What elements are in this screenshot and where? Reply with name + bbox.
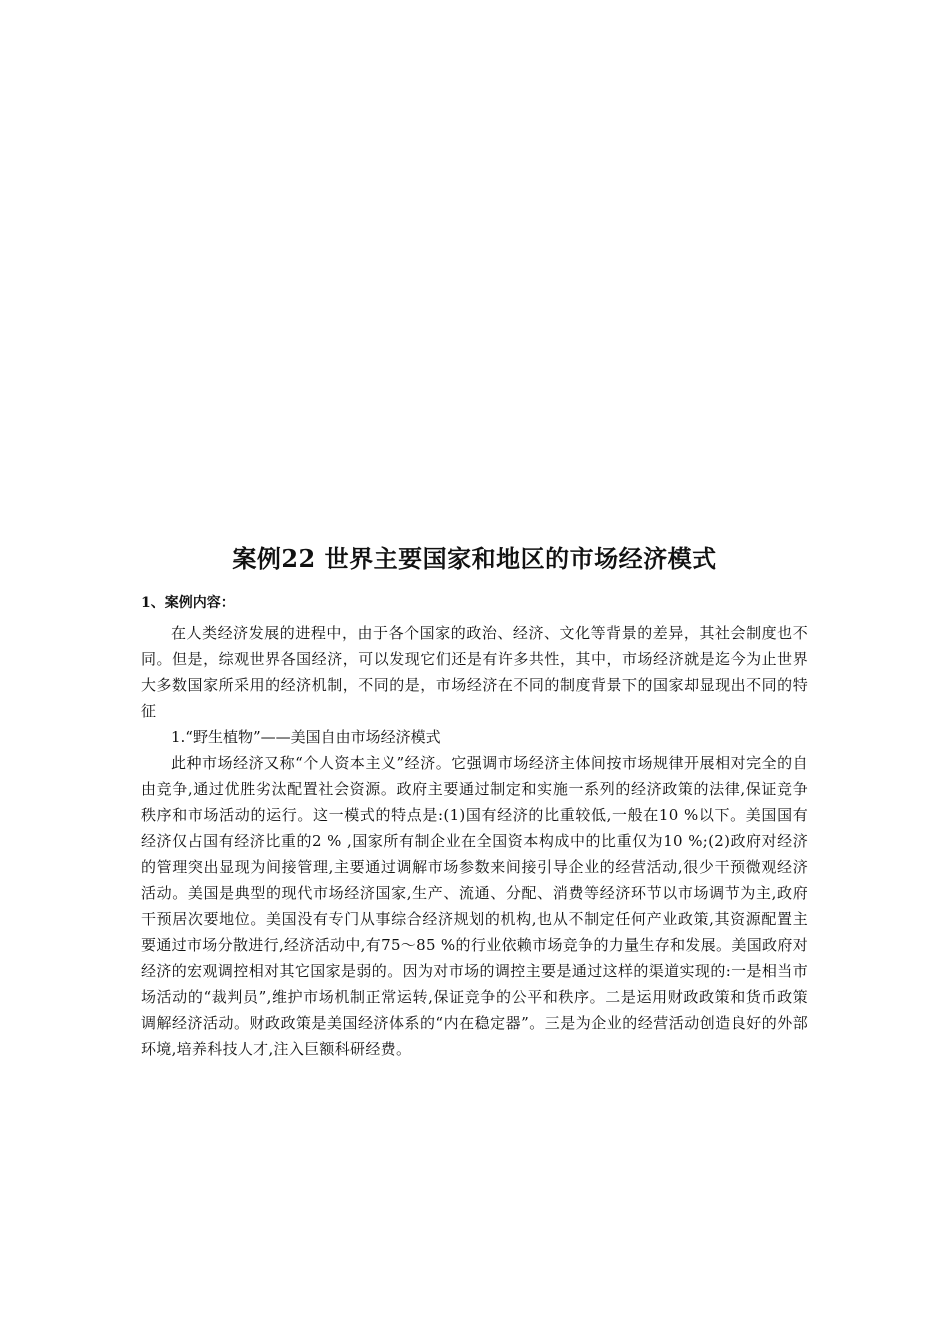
section-heading: 1、案例内容： [141, 594, 235, 611]
document-content [141, 545, 808, 1062]
body-paragraph: 此种市场经济又称“个人资本主义”经济。它强调市场经济主体间按市场规律开展相对完全的自由竞争,通过优胜劣汰配置社会资源。政府主要通过制定和实施一系列的经济政策的法律,保证竞争秩序和市场活动的运行。这一模式的特点是:(1)国有经济的比重较低,一般在10 %以下。美国国有经济仅占国有经济比重的2 % ,国家所有制企业在全国资本构成中的比重仅为10 %;(2)政府对经济的管理突出显现为间接管理,主要通过调解市场参数来间接引导企业的经营活动,很少干预微观经济活动。美国是典型的现代市场经济国家,生产、流通、分配、消费等经济环节以市场调节为主,政府干预居次要地位。美国没有专门从事综合经济规划的机构,也从不制定任何产业政策,其资源配置主要通过市场分散进行,经济活动中,有75～85 %的行业依赖市场竞争的力量生存和发展。美国政府对经济的宏观调控相对其它国家是弱的。因为对市场的调控主要是通过这样的渠道实现的:一是相当市场活动的“裁判员”,维护市场机制正常运转,保证竞争的公平和秩序。二是运用财政政策和货币政策调解经济活动。财政政策是美国经济体系的“内在稳定器”。三是为企业的经营活动创造良好的外部环境,培养科技人才,注入巨额科研经费。 [141, 753, 808, 1058]
document-title: 案例22 世界主要国家和地区的市场经济模式 [232, 544, 717, 573]
subsection-heading: 1.“野生植物”——美国自由市场经济模式 [171, 727, 441, 746]
intro-paragraph: 在人类经济发展的进程中，由于各个国家的政治、经济、文化等背景的差异，其社会制度也不同。但是，综观世界各国经济，可以发现它们还是有许多共性，其中，市场经济就是迄今为止世界大多数国家所采用的经济机制，不同的是，市场经济在不同的制度背景下的国家却显现出不同的特征 [141, 623, 808, 720]
